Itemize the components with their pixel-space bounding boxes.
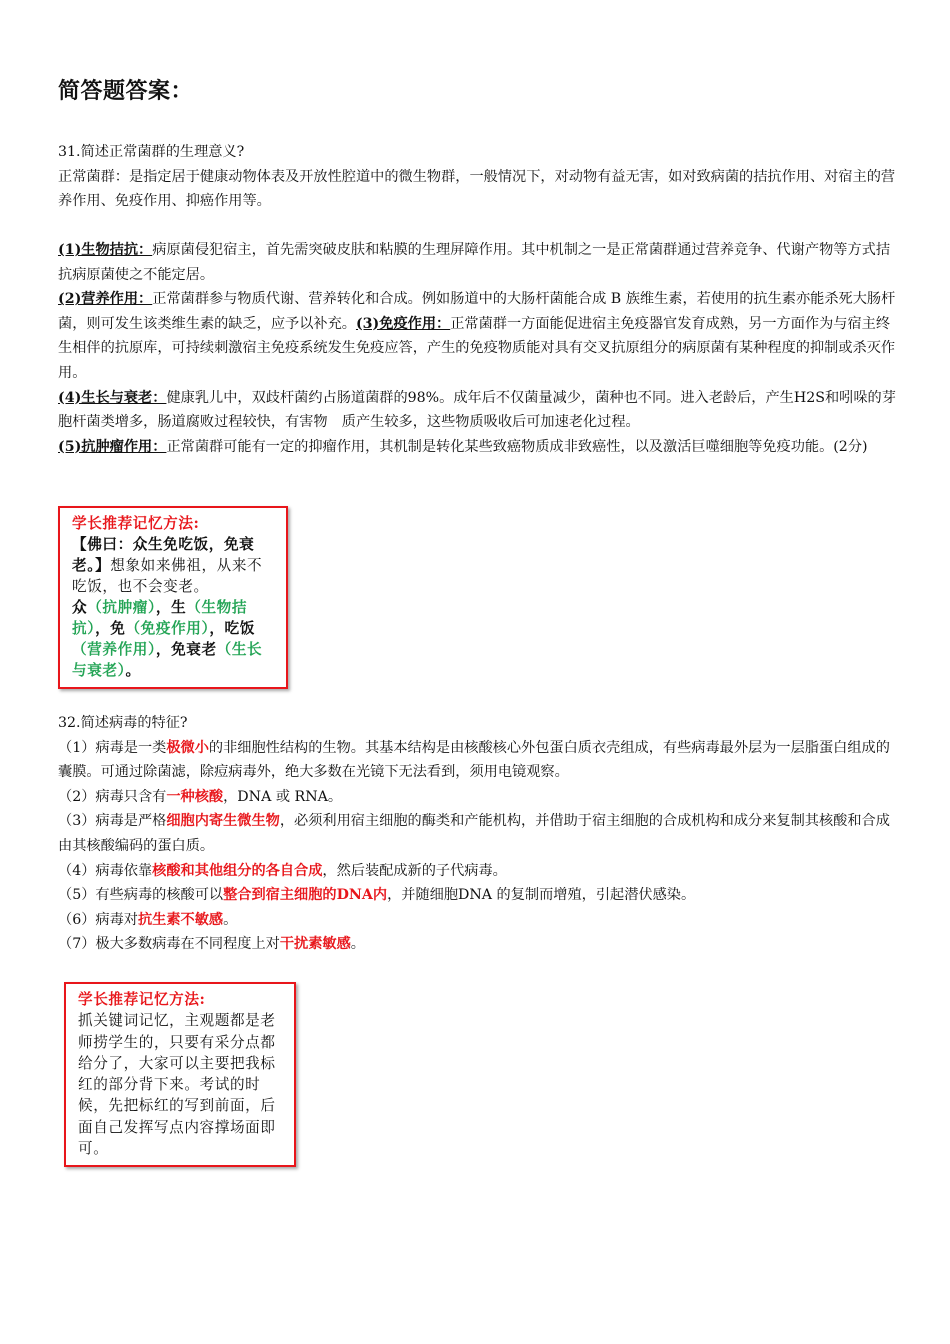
mnemonic-meaning: （营养作用） bbox=[72, 641, 156, 658]
key-phrase: 极微小 bbox=[166, 739, 209, 756]
virus-feature-1: （1）病毒是一类极微小的非细胞性结构的生物。其基本结构是由核酸核心外包蛋白质衣壳组成，有些病毒最外层为一层脂蛋白组成的囊膜。可通过除菌滤，除痘病毒外，绝大多数在光镜下无法看到，须用电镜观察。 bbox=[58, 739, 890, 781]
mnemonic-word: ，免 bbox=[95, 620, 126, 637]
point-2-label: (2)营养作用： bbox=[58, 291, 153, 308]
memory-tip-box-2 bbox=[64, 982, 296, 1167]
point-5-label: (5)抗肿瘤作用： bbox=[58, 438, 167, 455]
answer-point-2-3 bbox=[58, 287, 896, 385]
virus-feature-2: （2）病毒只含有一种核酸，DNA 或 RNA。 bbox=[58, 788, 343, 805]
point-2-text: 正常菌群参与物质代谢、营养转化和合成。例如肠道中的大肠杆菌能合成 B 族维生素，若使用的抗生素亦能杀死大肠杆菌，则可发生该类维生素的缺乏，应予以补充。 bbox=[58, 291, 896, 332]
key-phrase: 干扰素敏感 bbox=[279, 936, 351, 953]
mnemonic-word: 。 bbox=[125, 662, 141, 679]
point-4-text: 健康乳儿中，双歧杆菌约占肠道菌群的98%。成年后不仅菌量减少，菌种也不同。进入老龄后，产生H2S和吲哚的芽胞杆菌类增多，肠道腐败过程较快，有害物 质产生较多，这些物质吸收后可加速老化过程。 bbox=[58, 389, 896, 431]
memory-tip-box-1 bbox=[58, 506, 288, 689]
virus-feature-4: （4）病毒依靠核酸和其他组分的各自合成，然后装配成新的子代病毒。 bbox=[58, 862, 507, 879]
mnemonic-word: ，吃饭 bbox=[209, 620, 255, 637]
page-title: 简答题答案： bbox=[58, 79, 194, 104]
memory-tip-body: 抓关键词记忆，主观题都是老师捞学生的，只要有采分点都给分了，大家可以主要把我标红的部分背下来。考试的时候，先把标红的写到前面，后面自己发挥写点内容撑场面即可。 bbox=[78, 1012, 276, 1158]
question-31-title: 31.简述正常菌群的生理意义? bbox=[58, 144, 245, 160]
virus-feature-6: （6）病毒对抗生素不敏感。 bbox=[58, 911, 238, 928]
point-4-label: (4)生长与衰老： bbox=[58, 389, 167, 406]
question-32-title: 32.简述病毒的特征? bbox=[58, 715, 188, 731]
virus-feature-3: （3）病毒是严格细胞内寄生微生物，必须利用宿主细胞的酶类和产能机构，并借助于宿主细胞的合成机构和成分来复制其核酸和合成由其核酸编码的蛋白质。 bbox=[58, 813, 890, 854]
key-phrase: 整合到宿主细胞的DNA内 bbox=[223, 887, 388, 904]
memory-tip-quote: 【佛曰：众生免吃饭，免衰老。】 bbox=[72, 536, 255, 574]
virus-feature-5: （5）有些病毒的核酸可以整合到宿主细胞的DNA内，并随细胞DNA 的复制而增殖，引起潜伏感染。 bbox=[58, 887, 696, 904]
mnemonic-meaning: （抗肿瘤） bbox=[87, 599, 156, 616]
memory-tip-title: 学长推荐记忆方法: bbox=[78, 991, 206, 1008]
key-phrase: 核酸和其他组分的各自合成 bbox=[152, 862, 323, 879]
point-1-label: (1)生物拮抗： bbox=[58, 242, 153, 258]
question-32 bbox=[58, 711, 896, 957]
answer-point-4 bbox=[58, 386, 896, 435]
point-5-text: 正常菌群可能有一定的抑瘤作用，其机制是转化某些致癌物质成非致癌性，以及激活巨噬细胞等免疫功能。(2分) bbox=[166, 438, 868, 455]
question-31-intro: 正常菌群：是指定居于健康动物体表及开放性腔道中的微生物群，一般情况下，对动物有益无害，如对致病菌的拮抗作用、对宿主的营养作用、免疫作用、抑癌作用等。 bbox=[58, 168, 896, 210]
virus-feature-7: （7）极大多数病毒在不同程度上对干扰素敏感。 bbox=[58, 936, 365, 953]
point-3-label: (3)免疫作用： bbox=[355, 315, 451, 332]
memory-tip-title: 学长推荐记忆方法: bbox=[72, 515, 200, 532]
question-31 bbox=[58, 140, 896, 214]
mnemonic-word: 众 bbox=[72, 599, 88, 616]
mnemonic-meaning: （生长与衰老） bbox=[72, 641, 263, 679]
point-1-text: 病原菌侵犯宿主，首先需突破皮肤和粘膜的生理屏障作用。其中机制之一是正常菌群通过营养竞争、代谢产物等方式拮抗病原菌使之不能定居。 bbox=[58, 242, 891, 283]
mnemonic-word: ，免衰老 bbox=[155, 641, 217, 658]
memory-tip-body bbox=[72, 534, 274, 597]
mnemonic-word: ，生 bbox=[155, 599, 187, 616]
key-phrase: 一种核酸 bbox=[166, 788, 224, 805]
memory-tip-mapping bbox=[72, 597, 274, 681]
mnemonic-meaning: （免疫作用） bbox=[125, 620, 210, 637]
point-3-text: 正常菌群一方面能促进宿主免疫器官发育成熟，另一方面作为与宿主终生相伴的抗原库，可持续刺激宿主免疫系统发生免疫应答，产生的免疫物质能对具有交叉抗原组分的病原菌有某种程度的抑制或杀灭作用。 bbox=[58, 315, 896, 381]
mnemonic-meaning: （生物拮抗） bbox=[72, 599, 248, 637]
memory-tip-explain: 想象如来佛祖，从来不吃饭，也不会变老。 bbox=[72, 557, 263, 595]
key-phrase: 抗生素不敏感 bbox=[137, 911, 224, 928]
key-phrase: 细胞内寄生微生物 bbox=[166, 813, 280, 830]
answer-point-1 bbox=[58, 238, 896, 287]
question-31-answer bbox=[58, 238, 896, 459]
answer-point-5 bbox=[58, 435, 896, 460]
